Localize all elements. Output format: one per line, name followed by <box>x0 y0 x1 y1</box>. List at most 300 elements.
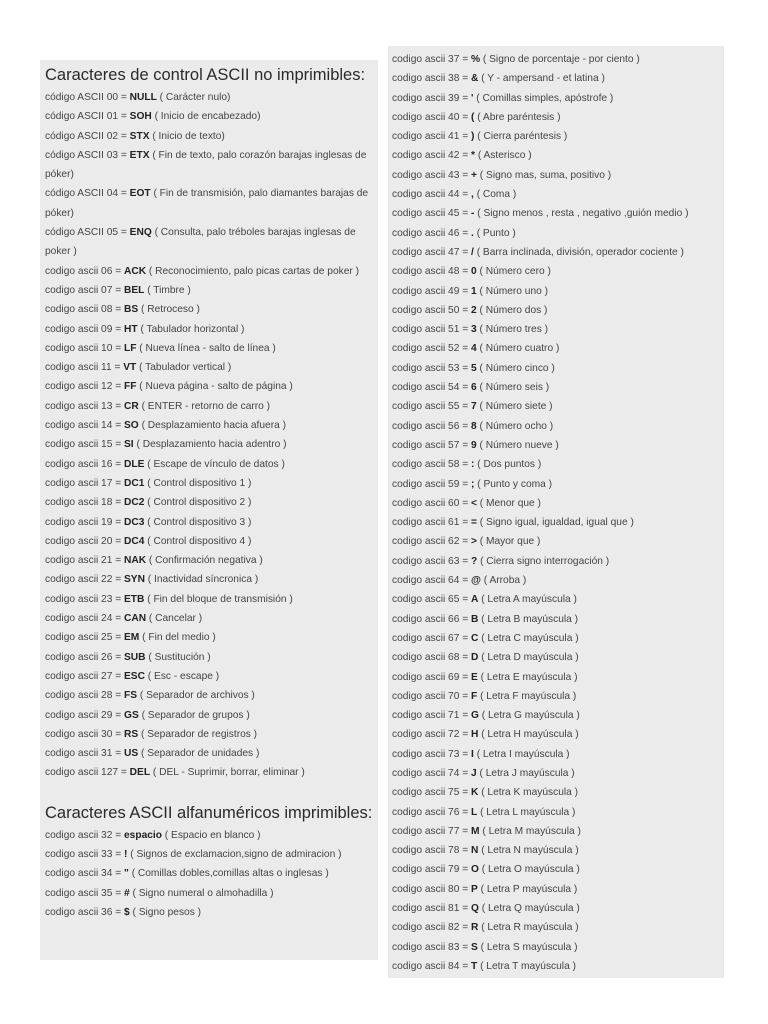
ascii-code-label: codigo ascii 32 = <box>45 829 125 841</box>
ascii-entry <box>45 884 378 903</box>
ascii-code-label: codigo ascii 30 = <box>45 728 125 740</box>
ascii-description: ( ENTER - retorno de carro ) <box>138 400 271 412</box>
ascii-code-label: codigo ascii 44 = <box>392 189 472 201</box>
ascii-symbol: ' <box>471 92 474 104</box>
ascii-entry <box>392 648 724 667</box>
ascii-symbol: EM <box>124 632 140 644</box>
ascii-description: ( Letra P mayúscula ) <box>477 883 578 895</box>
ascii-code-label: codigo ascii 66 = <box>392 613 472 625</box>
ascii-description: ( Fin de transmisión, palo diamantes barajas de póker) <box>45 188 369 219</box>
ascii-entry <box>45 532 378 551</box>
ascii-code-label: codigo ascii 28 = <box>45 690 125 702</box>
ascii-entry <box>392 899 724 918</box>
ascii-entry <box>45 377 378 396</box>
ascii-code-label: codigo ascii 40 = <box>392 111 472 123</box>
ascii-symbol: BEL <box>124 284 145 296</box>
ascii-description: ( Coma ) <box>473 189 517 201</box>
ascii-entry <box>45 320 378 339</box>
ascii-code-label: código ASCII 03 = <box>45 149 130 161</box>
ascii-description: ( Letra O mayúscula ) <box>478 864 580 876</box>
ascii-entry <box>45 903 378 922</box>
ascii-code-label: codigo ascii 14 = <box>45 420 125 432</box>
ascii-code-label: codigo ascii 83 = <box>392 941 472 953</box>
ascii-code-label: codigo ascii 42 = <box>392 150 472 162</box>
ascii-code-label: codigo ascii 46 = <box>392 227 472 239</box>
ascii-entry <box>45 845 378 864</box>
left-column <box>40 60 378 960</box>
ascii-code-label: codigo ascii 47 = <box>392 246 472 258</box>
ascii-description: ( Signo igual, igualdad, igual que ) <box>476 517 634 529</box>
ascii-entry <box>392 50 724 69</box>
ascii-code-label: codigo ascii 74 = <box>392 767 472 779</box>
ascii-description: ( Letra D mayúscula ) <box>478 652 579 664</box>
ascii-entry <box>45 300 378 319</box>
ascii-symbol: & <box>471 73 479 85</box>
ascii-entry <box>392 455 724 474</box>
printable-characters-list-continued <box>392 50 724 976</box>
ascii-code-label: código ASCII 02 = <box>45 130 130 142</box>
ascii-symbol: US <box>124 748 139 760</box>
ascii-description: ( Tabulador horizontal ) <box>137 323 245 335</box>
ascii-entry <box>392 108 724 127</box>
ascii-description: ( Inicio de encabezado) <box>151 111 261 123</box>
ascii-symbol: SOH <box>129 111 152 123</box>
ascii-entry <box>392 532 724 551</box>
ascii-symbol: E <box>471 671 478 683</box>
ascii-code-label: codigo ascii 23 = <box>45 593 125 605</box>
ascii-symbol: C <box>471 632 479 644</box>
ascii-code-label: codigo ascii 13 = <box>45 400 125 412</box>
ascii-description: ( Letra K mayúscula ) <box>478 787 579 799</box>
ascii-code-label: codigo ascii 24 = <box>45 613 125 625</box>
heading-printable-characters: Caracteres ASCII alfanuméricos imprimibles: <box>45 803 373 822</box>
ascii-entry <box>45 725 378 744</box>
ascii-entry <box>392 957 724 976</box>
ascii-symbol: ? <box>471 555 478 567</box>
ascii-symbol: SUB <box>124 651 146 663</box>
ascii-code-label: codigo ascii 19 = <box>45 516 125 528</box>
ascii-symbol: ; <box>471 478 475 490</box>
ascii-symbol: 7 <box>471 401 477 413</box>
ascii-description: ( Número ocho ) <box>476 420 554 432</box>
ascii-entry <box>392 860 724 879</box>
ascii-symbol: CR <box>124 400 139 412</box>
ascii-code-label: codigo ascii 53 = <box>392 362 472 374</box>
ascii-description: ( Número dos ) <box>476 304 548 316</box>
ascii-symbol: SYN <box>124 574 145 586</box>
ascii-description: ( Letra L mayúscula ) <box>477 806 576 818</box>
ascii-symbol: N <box>471 845 479 857</box>
ascii-code-label: codigo ascii 69 = <box>392 671 472 683</box>
ascii-entry <box>45 455 378 474</box>
ascii-entry <box>392 243 724 262</box>
ascii-code-label: codigo ascii 39 = <box>392 92 472 104</box>
ascii-symbol: DLE <box>124 458 145 470</box>
ascii-description: ( Nueva página - salto de página ) <box>136 381 293 393</box>
ascii-code-label: código ASCII 00 = <box>45 92 130 103</box>
ascii-entry <box>45 648 378 667</box>
ascii-entry <box>45 127 378 146</box>
ascii-code-label: codigo ascii 25 = <box>45 632 125 644</box>
ascii-symbol: # <box>124 887 130 899</box>
ascii-code-label: codigo ascii 35 = <box>45 887 125 899</box>
ascii-code-label: codigo ascii 21 = <box>45 555 125 567</box>
ascii-code-label: codigo ascii 11 = <box>45 362 124 374</box>
ascii-entry <box>392 629 724 648</box>
ascii-code-label: codigo ascii 81 = <box>392 903 472 915</box>
ascii-symbol: DC2 <box>124 497 145 509</box>
ascii-entry <box>392 339 724 358</box>
ascii-code-label: codigo ascii 27 = <box>45 670 125 682</box>
ascii-description: ( Timbre ) <box>144 284 191 296</box>
ascii-entry <box>45 146 378 185</box>
ascii-symbol: H <box>471 729 479 741</box>
ascii-entry <box>392 417 724 436</box>
ascii-entry <box>392 185 724 204</box>
ascii-entry <box>392 841 724 860</box>
ascii-entry <box>45 358 378 377</box>
ascii-description: ( Letra S mayúscula ) <box>477 941 578 953</box>
ascii-description: ( Y - ampersand - et latina ) <box>478 73 605 85</box>
ascii-symbol: FF <box>124 381 137 393</box>
ascii-symbol: ETB <box>124 593 145 605</box>
ascii-code-label: codigo ascii 58 = <box>392 459 472 471</box>
ascii-symbol: Q <box>471 903 479 915</box>
ascii-symbol: FS <box>124 690 138 702</box>
ascii-code-label: codigo ascii 57 = <box>392 439 472 451</box>
ascii-symbol: ETX <box>129 149 150 161</box>
ascii-description: ( Control dispositivo 3 ) <box>144 516 252 528</box>
ascii-description: ( Número seis ) <box>476 382 550 394</box>
ascii-code-label: codigo ascii 55 = <box>392 401 472 413</box>
ascii-symbol: 1 <box>471 285 477 297</box>
ascii-code-label: codigo ascii 08 = <box>45 304 125 316</box>
ascii-code-label: codigo ascii 70 = <box>392 690 472 702</box>
ascii-entry <box>45 609 378 628</box>
ascii-description: ( Confirmación negativa ) <box>146 555 263 567</box>
ascii-symbol: G <box>471 710 479 722</box>
ascii-description: ( Comillas simples, apóstrofe ) <box>473 92 614 104</box>
ascii-code-label: codigo ascii 48 = <box>392 266 472 278</box>
ascii-code-label: codigo ascii 56 = <box>392 420 472 432</box>
ascii-entry <box>392 262 724 281</box>
ascii-symbol: ( <box>471 111 475 123</box>
ascii-description: ( Nueva línea - salto de línea ) <box>136 342 276 354</box>
ascii-code-label: codigo ascii 41 = <box>392 131 472 143</box>
ascii-description: ( Dos puntos ) <box>474 459 542 471</box>
ascii-description: ( Punto y coma ) <box>474 478 552 490</box>
ascii-entry <box>45 281 378 300</box>
ascii-entry <box>392 494 724 513</box>
ascii-entry <box>45 474 378 493</box>
ascii-entry <box>392 552 724 571</box>
ascii-code-label: codigo ascii 67 = <box>392 632 472 644</box>
ascii-code-label: código ASCII 04 = <box>45 188 130 200</box>
ascii-description: ( Consulta, palo tréboles barajas inglesas de poker ) <box>45 227 356 258</box>
ascii-description: ( Número tres ) <box>476 324 549 336</box>
ascii-symbol: NAK <box>124 555 147 567</box>
ascii-symbol: STX <box>129 130 150 142</box>
ascii-entry <box>392 880 724 899</box>
control-characters-list <box>45 88 378 783</box>
ascii-entry <box>392 320 724 339</box>
ascii-code-label: codigo ascii 80 = <box>392 883 472 895</box>
ascii-code-label: codigo ascii 15 = <box>45 439 125 451</box>
ascii-code-label: codigo ascii 37 = <box>392 54 472 65</box>
ascii-code-label: codigo ascii 45 = <box>392 208 472 220</box>
ascii-code-label: codigo ascii 82 = <box>392 922 472 934</box>
ascii-symbol: CAN <box>124 613 147 625</box>
ascii-symbol: + <box>471 169 477 181</box>
ascii-symbol: B <box>471 613 479 625</box>
ascii-code-label: codigo ascii 34 = <box>45 868 125 880</box>
ascii-code-label: codigo ascii 63 = <box>392 555 472 567</box>
ascii-description: ( Punto ) <box>473 227 516 239</box>
ascii-description: ( Separador de registros ) <box>138 728 258 740</box>
ascii-code-label: codigo ascii 73 = <box>392 748 472 760</box>
ascii-description: ( Abre paréntesis ) <box>474 111 561 123</box>
ascii-symbol: NULL <box>129 92 157 103</box>
ascii-symbol: O <box>471 864 479 876</box>
ascii-entry <box>392 725 724 744</box>
ascii-entry <box>45 864 378 883</box>
ascii-description: ( Fin de texto, palo corazón barajas inglesas de póker) <box>45 149 367 181</box>
ascii-entry <box>45 744 378 763</box>
ascii-symbol: * <box>471 150 475 162</box>
ascii-entry <box>45 513 378 532</box>
ascii-code-label: código ASCII 01 = <box>45 111 130 123</box>
ascii-description: ( Barra inclinada, división, operador cociente ) <box>473 246 684 258</box>
ascii-entry <box>45 667 378 686</box>
ascii-code-label: codigo ascii 77 = <box>392 825 472 837</box>
ascii-symbol: / <box>471 246 474 258</box>
ascii-entry <box>392 571 724 590</box>
ascii-description: ( Signo de porcentaje - por ciento ) <box>480 54 640 65</box>
ascii-code-label: codigo ascii 76 = <box>392 806 472 818</box>
ascii-description: ( Cierra signo interrogación ) <box>477 555 610 567</box>
ascii-entry <box>45 628 378 647</box>
ascii-code-label: codigo ascii 10 = <box>45 342 125 354</box>
ascii-symbol: " <box>124 868 129 880</box>
ascii-entry <box>392 706 724 725</box>
ascii-symbol: T <box>471 960 478 972</box>
ascii-symbol: 0 <box>471 266 477 278</box>
ascii-description: ( Espacio en blanco ) <box>161 829 261 841</box>
ascii-symbol: % <box>471 54 481 65</box>
ascii-description: ( Letra T mayúscula ) <box>477 960 576 972</box>
ascii-entry <box>392 397 724 416</box>
ascii-entry <box>45 570 378 589</box>
ascii-symbol: : <box>471 459 475 471</box>
ascii-symbol: HT <box>124 323 138 335</box>
ascii-entry <box>392 938 724 957</box>
ascii-description: ( Signo pesos ) <box>129 906 202 918</box>
ascii-symbol: A <box>471 594 479 606</box>
ascii-description: ( Letra B mayúscula ) <box>478 613 579 625</box>
ascii-code-label: codigo ascii 50 = <box>392 304 472 316</box>
ascii-code-label: codigo ascii 22 = <box>45 574 125 586</box>
ascii-entry <box>392 204 724 223</box>
ascii-description: ( Inicio de texto) <box>149 130 225 142</box>
ascii-symbol: R <box>471 922 479 934</box>
printable-characters-list <box>45 826 378 922</box>
ascii-code-label: codigo ascii 20 = <box>45 535 125 547</box>
right-column <box>388 46 724 978</box>
ascii-symbol: ACK <box>124 265 147 277</box>
ascii-symbol: SO <box>124 420 139 432</box>
ascii-description: ( Control dispositivo 2 ) <box>144 497 252 509</box>
ascii-entry <box>392 822 724 841</box>
ascii-symbol: 2 <box>471 304 477 316</box>
ascii-description: ( Control dispositivo 1 ) <box>144 477 252 489</box>
ascii-description: ( Asterisco ) <box>474 150 532 162</box>
ascii-description: ( Desplazamiento hacia adentro ) <box>133 439 287 451</box>
ascii-description: ( Número siete ) <box>476 401 553 413</box>
ascii-description: ( Número cero ) <box>476 266 551 278</box>
ascii-entry <box>45 107 378 126</box>
ascii-entry <box>392 224 724 243</box>
ascii-code-label: codigo ascii 33 = <box>45 848 125 860</box>
ascii-code-label: codigo ascii 61 = <box>392 517 472 529</box>
ascii-description: ( Comillas dobles,comillas altas o inglesas ) <box>128 868 329 880</box>
ascii-code-label: codigo ascii 127 = <box>45 767 130 779</box>
ascii-symbol: 8 <box>471 420 477 432</box>
ascii-description: ( DEL - Suprimir, borrar, eliminar ) <box>150 767 305 779</box>
ascii-entry <box>45 184 378 223</box>
ascii-code-label: codigo ascii 43 = <box>392 169 472 181</box>
ascii-symbol: K <box>471 787 479 799</box>
ascii-entry <box>392 166 724 185</box>
ascii-code-label: codigo ascii 84 = <box>392 960 472 972</box>
ascii-entry <box>45 397 378 416</box>
ascii-symbol: $ <box>124 906 130 918</box>
ascii-entry <box>392 146 724 165</box>
ascii-code-label: codigo ascii 71 = <box>392 710 472 722</box>
ascii-symbol: DC4 <box>124 535 145 547</box>
ascii-code-label: codigo ascii 18 = <box>45 497 125 509</box>
ascii-symbol: LF <box>124 342 137 354</box>
ascii-code-label: codigo ascii 54 = <box>392 382 472 394</box>
ascii-entry <box>392 687 724 706</box>
ascii-code-label: codigo ascii 29 = <box>45 709 125 721</box>
ascii-entry <box>392 475 724 494</box>
ascii-entry <box>392 359 724 378</box>
ascii-code-label: codigo ascii 78 = <box>392 845 472 857</box>
ascii-symbol: D <box>471 652 479 664</box>
ascii-code-label: codigo ascii 64 = <box>392 575 472 587</box>
ascii-entry <box>392 668 724 687</box>
ascii-symbol: @ <box>471 575 481 587</box>
ascii-description: ( Separador de archivos ) <box>137 690 255 702</box>
ascii-description: ( Desplazamiento hacia afuera ) <box>138 420 286 432</box>
ascii-code-label: codigo ascii 59 = <box>392 478 472 490</box>
ascii-entry <box>45 706 378 725</box>
ascii-entry <box>45 493 378 512</box>
ascii-description: ( Separador de unidades ) <box>138 748 260 760</box>
ascii-symbol: DEL <box>129 767 151 779</box>
ascii-entry <box>45 339 378 358</box>
ascii-symbol: M <box>471 825 480 837</box>
ascii-entry <box>45 223 378 262</box>
ascii-description: ( Cancelar ) <box>146 613 203 625</box>
ascii-description: ( Letra G mayúscula ) <box>478 710 580 722</box>
ascii-code-label: codigo ascii 36 = <box>45 906 125 918</box>
ascii-symbol: L <box>471 806 478 818</box>
ascii-symbol: RS <box>124 728 139 740</box>
ascii-entry <box>392 301 724 320</box>
ascii-symbol: > <box>471 536 477 548</box>
ascii-description: ( Letra H mayúscula ) <box>478 729 579 741</box>
ascii-symbol: = <box>471 517 477 529</box>
ascii-code-label: codigo ascii 68 = <box>392 652 472 664</box>
ascii-symbol: ESC <box>124 670 145 682</box>
ascii-description: ( Número cinco ) <box>476 362 555 374</box>
ascii-symbol: ) <box>471 131 475 143</box>
ascii-symbol: espacio <box>124 829 162 841</box>
ascii-description: ( Fin del bloque de transmisión ) <box>144 593 293 605</box>
ascii-description: ( Arroba ) <box>480 575 527 587</box>
ascii-code-label: codigo ascii 72 = <box>392 729 472 741</box>
ascii-description: ( Letra E mayúscula ) <box>477 671 578 683</box>
ascii-description: ( Mayor que ) <box>476 536 541 548</box>
ascii-symbol: GS <box>124 709 139 721</box>
ascii-code-label: codigo ascii 49 = <box>392 285 472 297</box>
ascii-symbol: J <box>471 767 477 779</box>
ascii-description: ( Letra N mayúscula ) <box>478 845 579 857</box>
ascii-symbol: ! <box>124 848 128 860</box>
ascii-entry <box>392 282 724 301</box>
ascii-entry <box>45 590 378 609</box>
ascii-description: ( Sustitución ) <box>145 651 211 663</box>
ascii-entry <box>392 378 724 397</box>
ascii-entry <box>392 803 724 822</box>
ascii-description: ( Signo mas, suma, positivo ) <box>476 169 612 181</box>
ascii-description: ( Menor que ) <box>476 497 541 509</box>
ascii-entry <box>45 763 378 782</box>
ascii-symbol: . <box>471 227 474 239</box>
ascii-entry <box>392 436 724 455</box>
ascii-description: ( Número cuatro ) <box>476 343 560 355</box>
ascii-entry <box>392 764 724 783</box>
ascii-description: ( Letra Q mayúscula ) <box>478 903 580 915</box>
ascii-entry <box>45 686 378 705</box>
ascii-description: ( Número uno ) <box>476 285 549 297</box>
ascii-entry <box>392 745 724 764</box>
ascii-description: ( Reconocimiento, palo picas cartas de poker ) <box>146 265 360 277</box>
ascii-entry <box>45 551 378 570</box>
ascii-description: ( Signo numeral o almohadilla ) <box>129 887 274 899</box>
ascii-description: ( Inactividad síncronica ) <box>144 574 259 586</box>
ascii-symbol: - <box>471 208 475 220</box>
ascii-code-label: codigo ascii 26 = <box>45 651 125 663</box>
ascii-entry <box>392 513 724 532</box>
ascii-code-label: codigo ascii 75 = <box>392 787 472 799</box>
ascii-code-label: codigo ascii 31 = <box>45 748 125 760</box>
ascii-code-label: codigo ascii 52 = <box>392 343 472 355</box>
ascii-entry <box>392 610 724 629</box>
ascii-entry <box>45 826 378 845</box>
ascii-symbol: < <box>471 497 477 509</box>
ascii-description: ( Letra I mayúscula ) <box>473 748 570 760</box>
ascii-symbol: DC1 <box>124 477 145 489</box>
ascii-description: ( Signos de exclamacion,signo de admiracion ) <box>127 848 342 860</box>
ascii-code-label: codigo ascii 16 = <box>45 458 125 470</box>
ascii-code-label: codigo ascii 65 = <box>392 594 472 606</box>
ascii-description: ( Separador de grupos ) <box>138 709 250 721</box>
ascii-entry <box>392 89 724 108</box>
ascii-entry <box>45 88 378 107</box>
ascii-symbol: I <box>471 748 474 760</box>
